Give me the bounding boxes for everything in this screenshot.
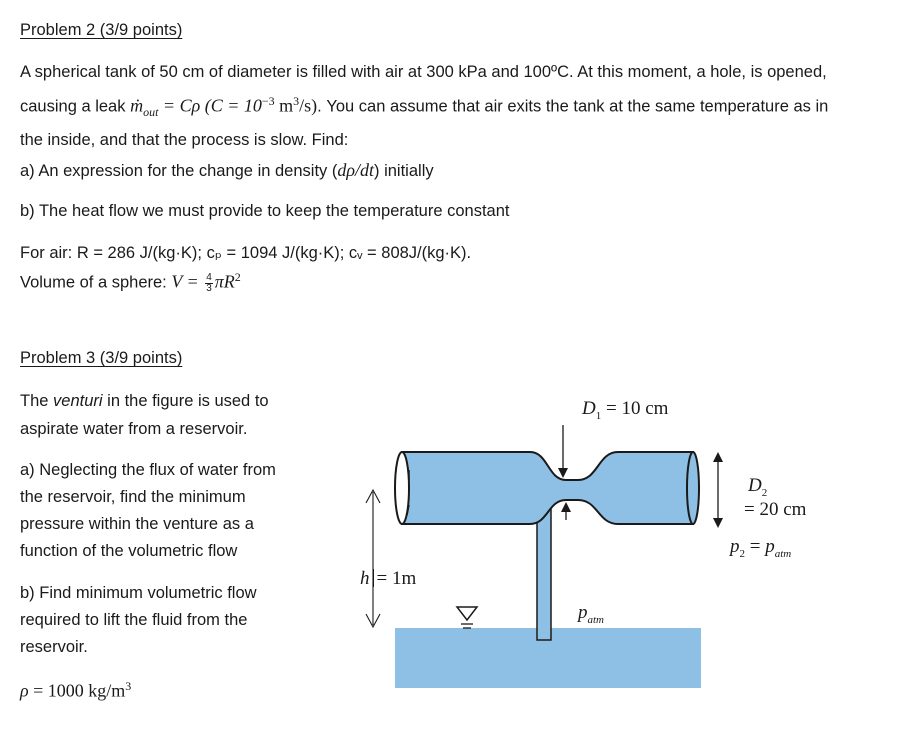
sphere-volume-lhs: V = [171,271,204,292]
d1-arrowhead-up [561,502,571,512]
problem3-item-a-line: the reservoir, find the minimum [20,488,246,506]
d2-symbol: D [748,475,762,496]
problem2-intro-pre: A spherical tank of 50 cm of diameter is filled with air at 300 kPa and 100ºC. At this moment, a hole, is opened, causing a leak [20,63,827,115]
d2-arrowhead-up [713,452,723,462]
patm-symbol: p [578,602,588,623]
problem3-intro-pre: The [20,392,54,410]
p2-rhs: p [765,536,775,557]
air-properties: For air: R = 286 J/(kg·K); cₚ = 1094 J/(kg·K); cᵥ = 808J/(kg·K). [20,244,472,262]
problem3-heading: Problem 3 (3/9 points) [20,349,183,367]
venturi-outlet [687,452,699,524]
p2-symbol: p [730,536,740,557]
problem3-intro-line1-post: in the figure is used to [102,392,269,410]
sphere-volume-label: Volume of a sphere: [20,273,172,292]
d1-value: = 10 cm [601,398,669,419]
p2-rhs-subscript: atm [774,547,792,560]
d2-arrowhead-down [713,518,723,528]
problem3-item-b-line: reservoir. [20,638,88,656]
h-value: = 1m [376,568,417,589]
leak-subscript: out [143,104,159,119]
problem3-intro-emphasis: venturi [53,392,103,410]
problem3-intro-line2: aspirate water from a reservoir. [20,420,248,438]
problem3-item-a-line: function of the volumetric flow [20,542,238,560]
leak-equation: = Cρ (C = 10 [158,95,262,115]
sphere-fraction-numerator: 4 [206,271,212,283]
h-symbol: h [360,568,370,589]
d2-value: = 20 cm [744,499,807,520]
p2-equals: = [745,536,766,557]
p2-label [730,536,791,560]
item-a-post: ) initially [374,162,434,180]
h-divider [373,569,374,587]
h-label [360,568,416,590]
free-surface-icon [457,607,477,620]
patm-label [578,602,604,626]
d1-symbol: D [582,398,596,419]
venturi-body [402,452,693,524]
density-value: = 1000 kg/m [28,680,126,701]
problem2-intro-post: . You can assume that air exits the tank at the same temperature as in the inside, and that the process is slow. Find: [20,97,829,149]
problem3-item-b-line: required to lift the fluid from the [20,611,248,629]
problem3-item-a-line: a) Neglecting the flux of water from [20,461,276,479]
sphere-fraction-denominator: 3 [206,282,212,294]
density-symbol: ρ [20,680,29,701]
d2-subscript: 2 [761,486,768,499]
leak-unit-tail: /s) [299,95,318,115]
patm-subscript: atm [587,613,604,626]
problem3-item-a-line: pressure within the venture as a [20,515,254,533]
leak-unit: m [274,95,294,115]
d1-subscript: 1 [595,409,602,422]
item-a-pre: a) An expression for the change in density ( [20,162,338,180]
item-a-math: dρ/dt [337,160,375,180]
leak-unit-exponent: 3 [293,93,300,108]
problem2-heading: Problem 2 (3/9 points) [20,21,183,39]
density-exponent: 3 [125,679,132,693]
d1-label [582,398,668,422]
leak-exponent: −3 [261,93,275,108]
problem2-item-b: b) The heat flow we must provide to keep the temperature constant [20,202,510,220]
leak-symbol: ṁ [130,95,144,115]
d1-arrowhead-down [558,468,568,478]
sphere-volume-rhs: πR [214,271,235,292]
p2-subscript: 2 [739,547,745,560]
sphere-volume-exponent: 2 [234,270,241,284]
problem3-item-b-line: b) Find minimum volumetric flow [20,584,257,602]
d2-label [748,475,767,499]
